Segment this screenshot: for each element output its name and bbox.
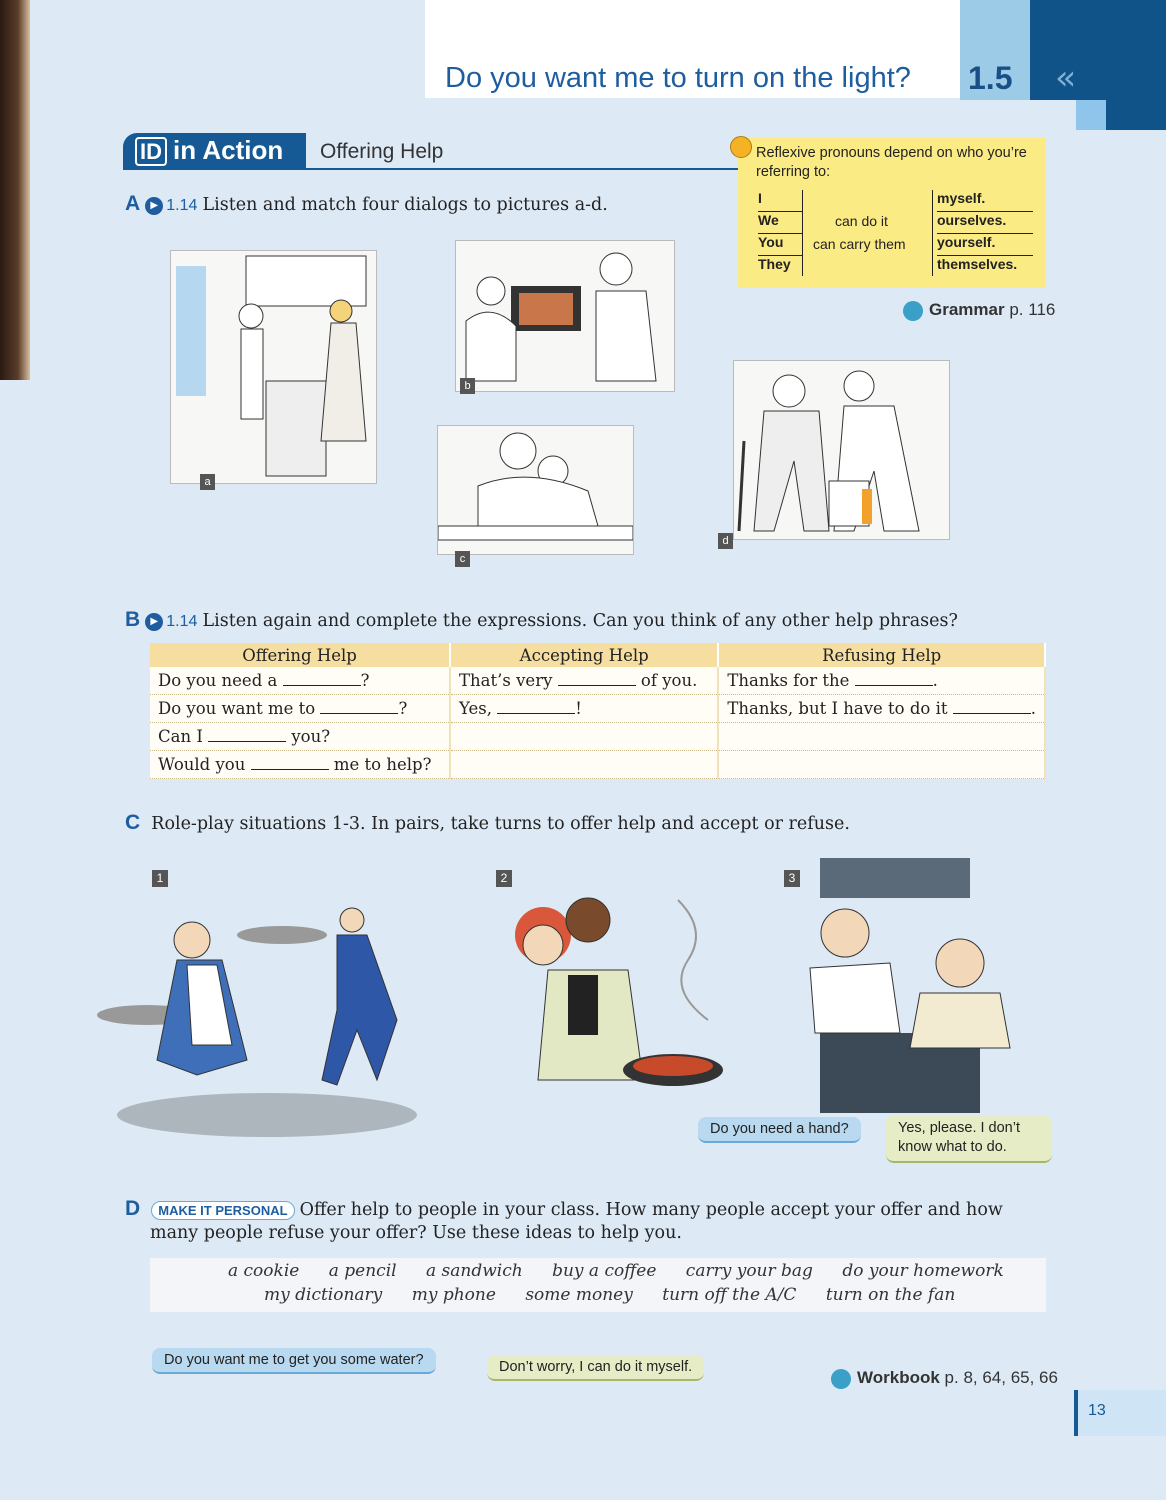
table-cell (450, 723, 718, 751)
audio-track[interactable]: 1.14 (166, 613, 198, 630)
activity-b-text: Listen again and complete the expressions. Can you think of any other help phrases? (202, 611, 958, 631)
idea-item: a pencil (328, 1261, 397, 1281)
answer-blank[interactable] (497, 699, 575, 714)
table-cell: That’s very of you. (450, 667, 718, 695)
idea-item: buy a coffee (552, 1261, 657, 1281)
header-corner-accent-dark (1106, 100, 1166, 130)
activity-a-letter: A (125, 192, 141, 215)
table-cell: Would you me to help? (150, 751, 450, 779)
activity-a-instruction (125, 192, 608, 216)
table-row (150, 667, 1045, 695)
header-corner-accent (1076, 100, 1106, 130)
reflexive-column (932, 190, 1033, 276)
pronoun-i: I (758, 190, 802, 212)
activity-b-letter: B (125, 608, 141, 631)
page-number: 13 (1088, 1402, 1106, 1419)
answer-blank[interactable] (953, 699, 1031, 714)
waitress-illustration (97, 880, 417, 1140)
speech-bubble-offer: Do you need a hand? (698, 1117, 861, 1143)
lesson-number: 1.5 (968, 60, 1013, 96)
picture-label-b: b (460, 378, 475, 394)
activity-c-instruction (125, 811, 850, 835)
banner-underline (123, 168, 738, 170)
audio-play-icon[interactable]: ▶ (145, 613, 163, 631)
picture-label-a: a (200, 474, 215, 490)
reflexive-ourselves: ourselves. (937, 212, 1033, 234)
picture-label-c: c (455, 551, 470, 567)
reflexive-myself: myself. (937, 190, 1033, 212)
speech-bubble-refuse: Don’t worry, I can do it myself. (487, 1355, 704, 1381)
illustration-1-waitress (97, 880, 417, 1140)
header-corner-block (1030, 0, 1166, 100)
computer-help-illustration (456, 241, 674, 391)
id-in-action-label: ID in Action (135, 135, 283, 166)
car-repair-illustration (790, 858, 1046, 1118)
illustration-b-computer (455, 240, 675, 392)
situation-label-3: 3 (784, 870, 800, 887)
activity-d-letter: D (125, 1197, 141, 1220)
header-accepting-help: Accepting Help (450, 643, 718, 667)
table-cell: Yes, ! (450, 695, 718, 723)
grammar-note-text: Reflexive pronouns depend on who you’re referring to: (756, 145, 1027, 180)
table-cell: Do you want me to ? (150, 695, 450, 723)
illustration-2-cooking (478, 880, 753, 1095)
activity-a-text: Listen and match four dialogs to pictures a-d. (202, 195, 608, 215)
idea-item: carry your bag (685, 1261, 813, 1281)
idea-item: turn on the fan (825, 1285, 956, 1305)
answer-blank[interactable] (283, 671, 361, 686)
workbook-reference-link[interactable]: Workbook p. 8, 64, 65, 66 (831, 1368, 1058, 1389)
answer-blank[interactable] (251, 755, 329, 770)
speech-bubble-reply: Yes, please. I don’t know what to do. (886, 1115, 1052, 1163)
reflexive-themselves: themselves. (937, 256, 1018, 272)
reference-icon (831, 1369, 851, 1389)
answer-blank[interactable] (320, 699, 398, 714)
ideas-row-2 (252, 1285, 967, 1305)
table-row (150, 723, 1045, 751)
pronoun-you: You (758, 234, 802, 256)
ideas-row-1 (216, 1261, 1016, 1281)
illustration-c-homework (437, 425, 634, 555)
idea-item: a sandwich (425, 1261, 523, 1281)
double-chevron-icon: ‹‹ (1055, 58, 1071, 98)
idea-item: my phone (411, 1285, 496, 1305)
situation-label-1: 1 (152, 870, 168, 887)
make-it-personal-badge: MAKE IT PERSONAL (151, 1201, 294, 1220)
header-refusing-help: Refusing Help (718, 643, 1045, 667)
carrying-bags-illustration (734, 361, 949, 539)
verb-can-do-it: can do it (835, 213, 888, 229)
speech-bubble-offer-water: Do you want me to get you some water? (152, 1348, 436, 1374)
activity-b-instruction (125, 608, 958, 632)
verb-can-carry-them: can carry them (813, 236, 906, 252)
table-header-row (150, 643, 1045, 667)
idea-item: a cookie (228, 1261, 300, 1281)
grammar-reference-link[interactable]: Grammar p. 116 (903, 300, 1055, 321)
activity-d-text-line2: many people refuse your offer? Use these ideas to help you. (150, 1223, 682, 1243)
table-cell: Thanks, but I have to do it . (718, 695, 1045, 723)
page-title: Do you want me to turn on the light? (445, 62, 911, 94)
idea-item: turn off the A/C (662, 1285, 797, 1305)
header-offering-help: Offering Help (150, 643, 450, 667)
activity-d-text-line1: Offer help to people in your class. How many people accept your offer and how (299, 1200, 1003, 1220)
pronoun-they: They (758, 256, 791, 272)
answer-blank[interactable] (208, 727, 286, 742)
help-phrases-table (150, 643, 1046, 779)
lightbulb-icon (730, 136, 752, 158)
situation-label-2: 2 (496, 870, 512, 887)
idea-item: do your homework (842, 1261, 1004, 1281)
table-row (150, 751, 1045, 779)
activity-c-text: Role-play situations 1-3. In pairs, take turns to offer help and accept or refuse. (151, 814, 850, 834)
pronoun-we: We (758, 212, 802, 234)
answer-blank[interactable] (558, 671, 636, 686)
table-cell (450, 751, 718, 779)
activity-d-instruction (125, 1197, 1055, 1243)
reference-icon (903, 301, 923, 321)
activity-c-letter: C (125, 811, 141, 834)
pronoun-column (758, 190, 803, 276)
section-subtitle: Offering Help (320, 140, 444, 163)
illustration-3-car-repair (790, 858, 1046, 1118)
table-cell (718, 723, 1045, 751)
reflexive-yourself: yourself. (937, 234, 1033, 256)
idea-item: some money (525, 1285, 633, 1305)
picture-label-d: d (718, 533, 733, 549)
table-cell (718, 751, 1045, 779)
audio-track[interactable]: 1.14 (166, 197, 198, 214)
table-cell: Do you need a ? (150, 667, 450, 695)
illustration-d-shopping (733, 360, 950, 540)
painting-kitchen-illustration (171, 251, 376, 483)
table-cell: Thanks for the . (718, 667, 1045, 695)
idea-item: my dictionary (264, 1285, 383, 1305)
cooking-couple-illustration (478, 880, 753, 1095)
table-row (150, 695, 1045, 723)
audio-play-icon[interactable]: ▶ (145, 197, 163, 215)
answer-blank[interactable] (855, 671, 933, 686)
left-photo-strip (0, 0, 30, 380)
homework-help-illustration (438, 426, 633, 554)
illustration-a-kitchen (170, 250, 377, 484)
table-cell: Can I you? (150, 723, 450, 751)
